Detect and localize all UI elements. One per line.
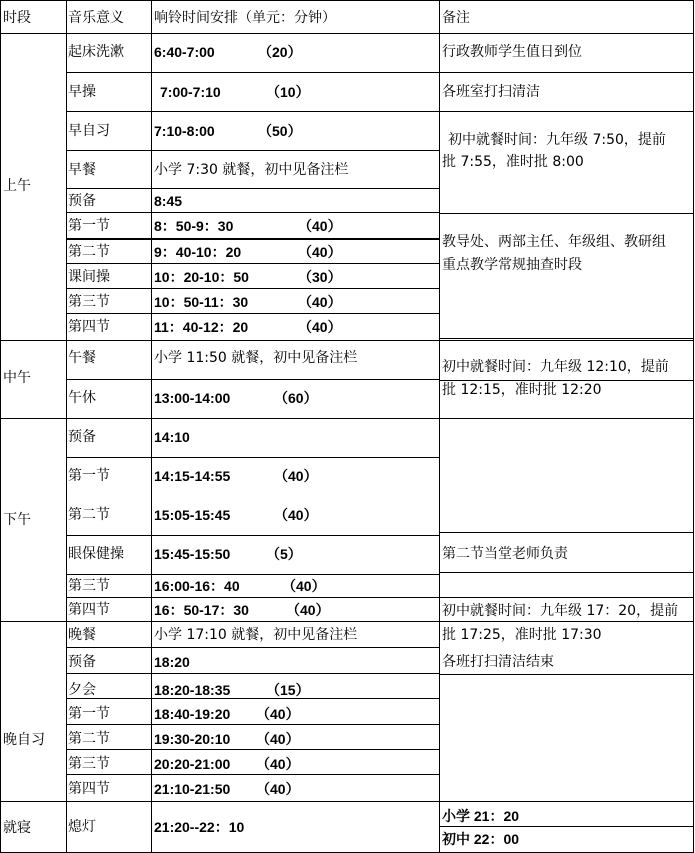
music-cell: 第四节 [68, 602, 110, 618]
time-cell: 11：40-12：20 [154, 319, 249, 335]
note-breakfast-line1: 初中就餐时间：九年级 7:50，提前 [448, 132, 666, 148]
time-cell: 7:00-7:10 [160, 84, 221, 100]
period-evening: 晚自习 [3, 732, 45, 748]
table-rule [66, 150, 439, 151]
time-cell: 14:15-14:55 [154, 468, 231, 484]
table-rule [693, 0, 694, 853]
minutes-cell: （20） [258, 44, 302, 60]
minutes-cell: （30） [298, 269, 342, 285]
music-cell: 第三节 [68, 756, 110, 772]
time-cell: 15:05-15:45 [154, 507, 231, 523]
time-cell: 8：50-9：30 [154, 218, 234, 234]
note-junior-bed: 初中 22：00 [442, 831, 520, 847]
table-rule [439, 572, 694, 573]
header-schedule: 响铃时间安排（单元：分钟） [154, 10, 336, 26]
table-rule [66, 749, 439, 750]
table-rule [66, 597, 439, 598]
music-cell: 起床洗漱 [68, 44, 124, 60]
minutes-cell: （60） [274, 390, 318, 406]
time-cell: 20:20-21:00 [154, 756, 231, 772]
time-cell: 13:00-14:00 [154, 390, 231, 406]
table-rule [66, 212, 439, 213]
table-rule [66, 673, 439, 674]
minutes-cell: （40） [256, 781, 300, 797]
table-rule [66, 647, 439, 648]
minutes-cell: （40） [256, 756, 300, 772]
time-cell: 7:10-8:00 [154, 123, 215, 139]
music-cell: 课间操 [68, 269, 110, 285]
table-rule [151, 0, 152, 853]
music-cell: 早自习 [68, 123, 110, 139]
music-cell: 熄灯 [68, 819, 96, 835]
table-rule [0, 621, 694, 622]
table-rule [0, 801, 694, 802]
minutes-cell: （10） [266, 84, 310, 100]
table-rule [0, 33, 694, 34]
music-cell: 第三节 [68, 578, 110, 594]
time-cell: 小学 17:10 就餐，初中见备注栏 [154, 627, 358, 643]
minutes-cell: （40） [256, 731, 300, 747]
music-cell: 夕会 [68, 682, 96, 698]
table-rule [0, 418, 694, 419]
period-bedtime: 就寝 [3, 820, 31, 836]
minutes-cell: （15） [266, 682, 310, 698]
music-cell: 第二节 [68, 507, 110, 523]
table-rule [0, 0, 1, 853]
time-cell: 21:10-21:50 [154, 781, 231, 797]
period-afternoon: 下午 [3, 512, 31, 528]
table-rule [66, 239, 439, 240]
table-rule [0, 0, 694, 1]
minutes-cell: （40） [274, 468, 318, 484]
table-rule [66, 457, 439, 458]
time-cell: 6:40-7:00 [154, 44, 215, 60]
table-rule [66, 774, 439, 775]
table-rule [0, 340, 694, 341]
header-music: 音乐意义 [68, 10, 124, 26]
music-cell: 第三节 [68, 294, 110, 310]
table-rule [439, 0, 440, 853]
minutes-cell: （40） [298, 294, 342, 310]
table-rule [439, 597, 694, 598]
table-rule [66, 288, 439, 289]
music-cell: 预备 [68, 193, 96, 209]
music-cell: 第二节 [68, 731, 110, 747]
minutes-cell: （40） [298, 319, 342, 335]
table-rule [66, 0, 67, 853]
music-cell: 午餐 [68, 350, 96, 366]
minutes-cell: （40） [298, 218, 342, 234]
table-rule [66, 313, 439, 314]
table-rule [439, 111, 694, 112]
table-rule [66, 698, 439, 699]
table-rule [66, 379, 439, 380]
music-cell: 晚餐 [68, 627, 96, 643]
table-rule [66, 574, 439, 575]
table-rule [439, 72, 694, 73]
music-cell: 早餐 [68, 162, 96, 178]
note-inspect-line1: 教导处、两部主任、年级组、教研组 [442, 234, 666, 250]
header-notes: 备注 [442, 10, 470, 26]
time-cell: 8:45 [154, 193, 183, 209]
music-cell: 早操 [68, 84, 96, 100]
table-rule [66, 188, 439, 189]
music-cell: 预备 [68, 429, 96, 445]
note-dinner-line1: 初中就餐时间：九年级 17：20，提前 [442, 603, 679, 619]
note-breakfast-line2: 批 7:55，准时批 8:00 [442, 154, 584, 170]
note-clean-end: 各班打扫清洁结束 [442, 654, 554, 670]
music-cell: 预备 [68, 654, 96, 670]
music-cell: 第四节 [68, 781, 110, 797]
music-cell: 午休 [68, 390, 96, 406]
time-cell: 小学 11:50 就餐，初中见备注栏 [154, 350, 358, 366]
minutes-cell: （40） [274, 507, 318, 523]
minutes-cell: （40） [286, 602, 330, 618]
time-cell: 10：20-10：50 [154, 269, 249, 285]
time-cell: 18:20 [154, 654, 190, 670]
time-cell: 14:10 [154, 429, 190, 445]
table-rule [66, 72, 439, 73]
time-cell: 16:00-16：40 [154, 578, 240, 594]
period-morning: 上午 [3, 178, 31, 194]
time-cell: 小学 7:30 就餐，初中见备注栏 [154, 162, 349, 178]
time-cell: 18:20-18:35 [154, 682, 231, 698]
table-rule [66, 263, 439, 264]
header-period: 时段 [3, 10, 31, 26]
note-class2: 第二节当堂老师负责 [442, 546, 568, 562]
minutes-cell: （50） [258, 123, 302, 139]
time-cell: 21:20--22：10 [154, 819, 245, 835]
period-noon: 中午 [3, 370, 31, 386]
table-rule [66, 535, 439, 536]
note-dinner-line2: 批 17:25，准时批 17:30 [442, 627, 602, 643]
table-rule [439, 532, 694, 533]
table-rule [439, 213, 694, 214]
time-cell: 16：50-17：30 [154, 602, 249, 618]
time-cell: 10：50-11：30 [154, 294, 249, 310]
time-cell: 9：40-10：20 [154, 244, 242, 260]
table-rule [439, 674, 694, 675]
music-cell: 第一节 [68, 468, 110, 484]
time-cell: 15:45-15:50 [154, 546, 231, 562]
minutes-cell: （5） [266, 546, 302, 562]
note-inspect-line2: 重点教学常规抽查时段 [442, 257, 582, 273]
music-cell: 眼保健操 [68, 546, 124, 562]
music-cell: 第一节 [68, 218, 110, 234]
minutes-cell: （40） [282, 578, 326, 594]
note-wake: 行政教师学生值日到位 [442, 44, 582, 60]
minutes-cell: （40） [298, 244, 342, 260]
minutes-cell: （40） [256, 706, 300, 722]
table-rule [66, 724, 439, 725]
music-cell: 第四节 [68, 319, 110, 335]
table-rule [439, 826, 694, 827]
note-lunch-line1: 初中就餐时间：九年级 12:10，提前 [442, 359, 669, 375]
music-cell: 第一节 [68, 706, 110, 722]
note-primary-bed: 小学 21：20 [442, 808, 520, 824]
table-rule [66, 111, 439, 112]
music-cell: 第二节 [68, 244, 110, 260]
note-lunch-line2: 批 12:15，准时批 12:20 [442, 382, 602, 398]
table-rule [439, 338, 694, 339]
time-cell: 19:30-20:10 [154, 731, 231, 747]
note-exercise: 各班室打扫清洁 [442, 84, 540, 100]
time-cell: 18:40-19:20 [154, 706, 231, 722]
